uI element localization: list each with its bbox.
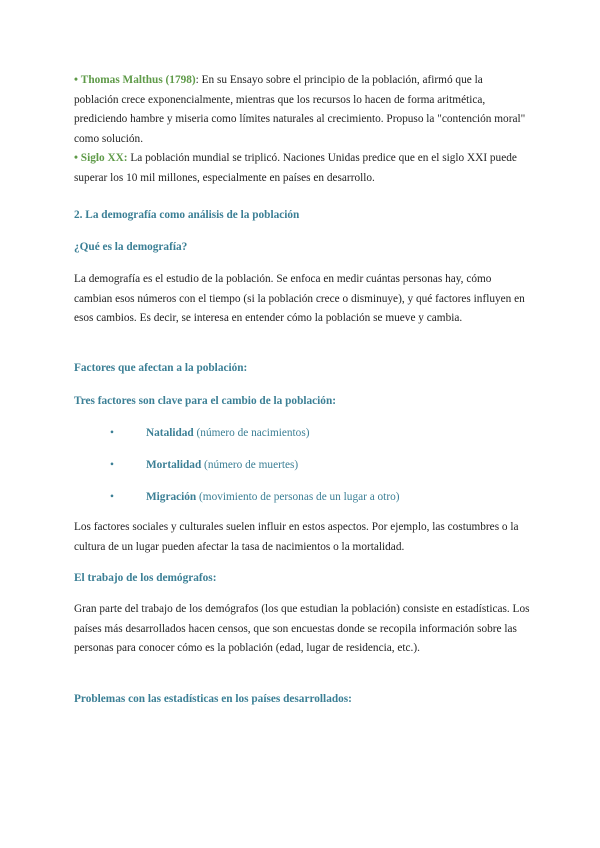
- malthus-text: : En su Ensayo sobre el principio de la población, afirmó que la población crece exponencialmente, mientras que los recursos lo hacen de forma aritmética, prediciendo hambre y miseria como límites naturales al crecimiento. Propuso la "contención moral" como solución.: [74, 74, 526, 145]
- factor-term: Migración: [146, 491, 197, 503]
- factors-heading: Factores que afectan a la población:: [74, 362, 248, 374]
- factors-paragraph: Los factores sociales y culturales suelen influir en estos aspectos. Por ejemplo, las costumbres o la cultura de un lugar pueden afectar la tasa de nacimientos o la mortalidad.: [74, 521, 519, 553]
- section-title: 2. La demografía como análisis de la población: [74, 209, 300, 221]
- siglo-xx-bullet: •: [74, 152, 78, 164]
- factor-term: Mortalidad: [146, 459, 202, 471]
- factor-desc: (movimiento de personas de un lugar a otro): [196, 491, 400, 503]
- factor-bullet: •: [110, 459, 114, 471]
- factor-term: Natalidad: [146, 427, 194, 439]
- malthus-paragraph: [74, 71, 530, 149]
- what-heading: ¿Qué es la demografía?: [74, 241, 188, 253]
- work-heading: El trabajo de los demógrafos:: [74, 572, 217, 584]
- factor-bullet: •: [110, 427, 114, 439]
- factor-desc: (número de nacimientos): [193, 427, 310, 439]
- siglo-xx-label: Siglo XX:: [80, 152, 128, 164]
- factor-bullet: •: [110, 491, 114, 503]
- what-paragraph: La demografía es el estudio de la población. Se enfoca en medir cuántas personas hay, cómo cambian esos números con el tiempo (si la población crece o disminuye), y qué factores influyen en esos cambios. Es decir, se interesa en entender cómo la población se mueve y cambia.: [74, 273, 525, 324]
- malthus-label: Thomas Malthus (1798): [80, 74, 196, 86]
- siglo-xx-text: La población mundial se triplicó. Naciones Unidas predice que en el siglo XXI puede superar los 10 mil millones, especialmente en países en desarrollo.: [74, 152, 517, 184]
- problems-heading: Problemas con las estadísticas en los países desarrollados:: [74, 693, 352, 705]
- work-paragraph: Gran parte del trabajo de los demógrafos (los que estudian la población) consiste en estadísticas. Los países más desarrollados hacen censos, que son encuestas donde se recopila información sobre las personas para conocer cómo es la población (edad, lugar de residencia, etc.).: [74, 603, 530, 654]
- factor-desc: (número de muertes): [201, 459, 299, 471]
- factors-intro: Tres factores son clave para el cambio de la población:: [74, 395, 337, 407]
- malthus-bullet: •: [74, 74, 78, 86]
- siglo-xx-paragraph: [74, 149, 530, 188]
